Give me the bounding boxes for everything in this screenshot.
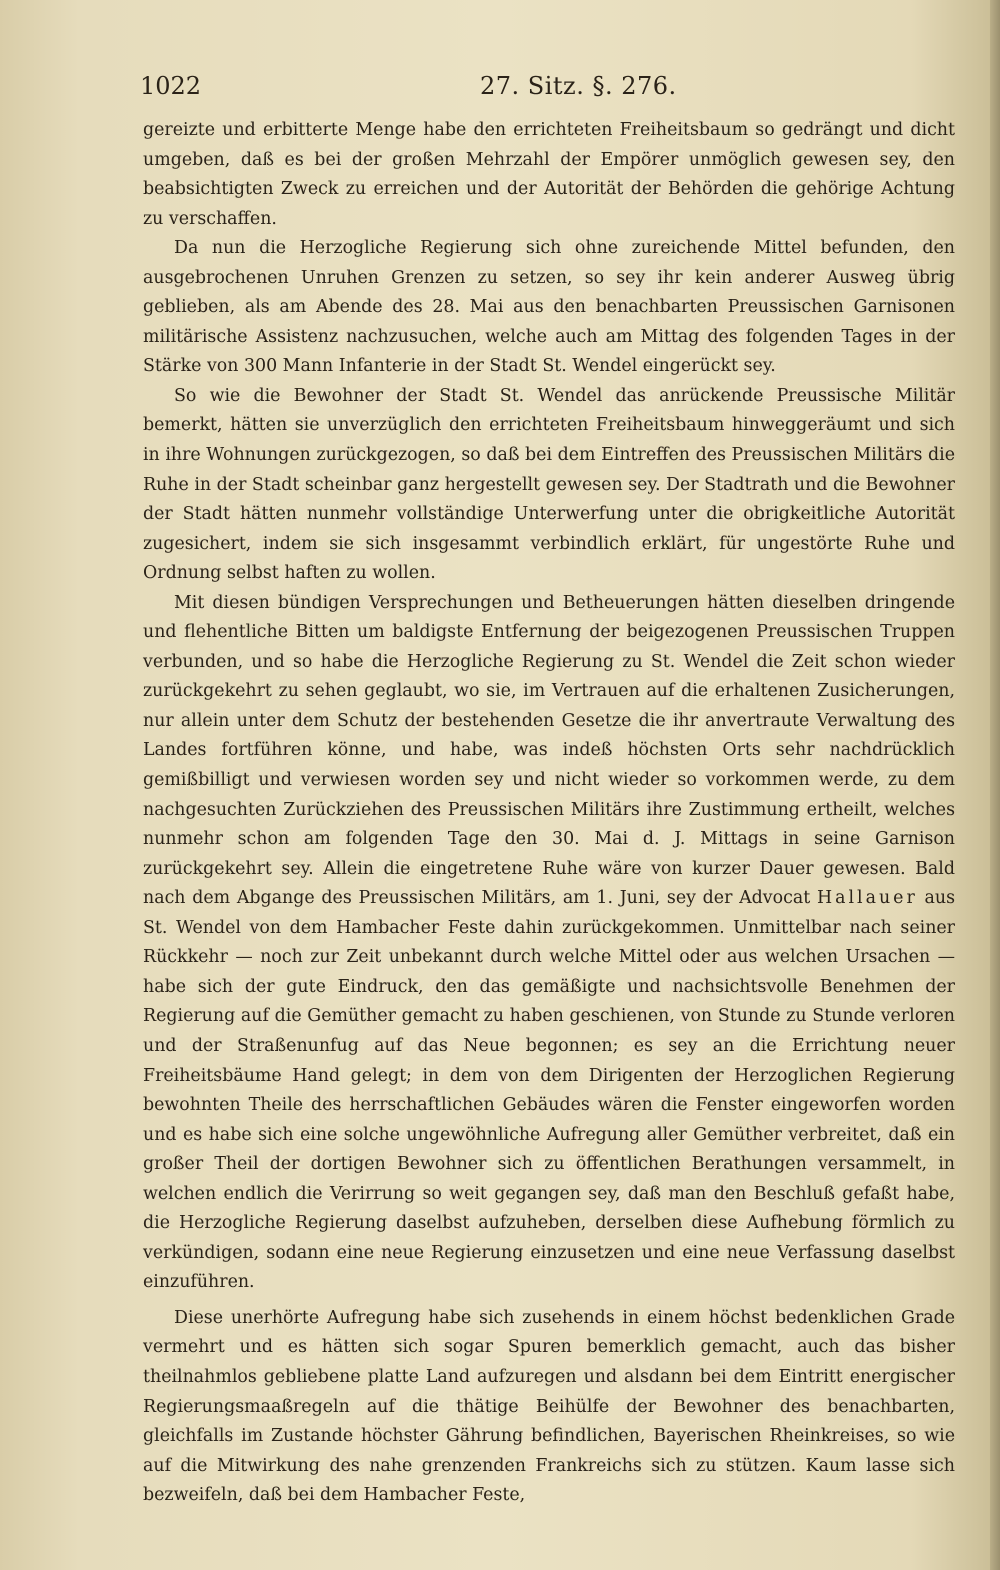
paragraph-4 bbox=[143, 589, 955, 1298]
page-header bbox=[140, 72, 960, 106]
paragraph-5: Diese unerhörte Aufregung habe sich zusehends in einem höchst bedenklichen Grade vermehrt und es hätten sich sogar Spuren bemerklich gemacht, auch das bisher theilnahmlos gebliebene platte Land aufzuregen und alsdann bei dem Eintritt energischer Regierungsmaaßregeln auf die thätige Beihülfe der Bewohner des benachbarten, gleichfalls im Zustande höchster Gährung befindlichen, Bayerischen Rheinkreises, so wie auf die Mitwirkung des nahe grenzenden Frankreichs sich zu stützen. Kaum lasse sich bezweifeln, daß bei dem Hambacher Feste, bbox=[143, 1307, 955, 1506]
paragraph-4-part-2: aus St. Wendel von dem Hambacher Feste dahin zurückgekommen. Unmittelbar nach seiner Rückkehr — noch zur Zeit unbekannt durch welche Mittel oder aus welchen Ursachen — habe sich der gute Eindruck, den das gemäßigte und nachsichtsvolle Benehmen der Regierung auf die Gemüther gemacht zu haben geschienen, von Stunde zu Stunde verloren und der Straßenunfug auf das Neue begonnen; es sey an die Errichtung neuer Freiheitsbäume Hand gelegt; in dem von dem Dirigenten der Herzoglichen Regierung bewohnten Theile des herrschaftlichen Gebäudes wären die Fenster eingeworfen worden und es habe sich eine solche ungewöhnliche Aufregung aller Gemüther verbreitet, daß ein großer Theil der dortigen Bewohner sich zu öffentlichen Berathungen versammelt, in welchen endlich die Verirrung so weit gegangen sey, daß man den Beschluß gefaßt habe, die Herzogliche Regierung daselbst aufzuheben, derselben diese Aufhebung förmlich zu verkündigen, sodann eine neue Regierung einzusetzen und eine neue Verfassung daselbst einzuführen. bbox=[143, 888, 956, 1293]
page-number: 1022 bbox=[140, 72, 202, 100]
paragraph-3: So wie die Bewohner der Stadt St. Wendel das anrückende Preussische Militär bemerkt, hätten sie unverzüglich den errichteten Freiheitsbaum hinweggeräumt und sich in ihre Wohnungen zurückgezogen, so daß bei dem Eintreffen des Preussischen Militärs die Ruhe in der Stadt scheinbar ganz hergestellt gewesen sey. Der Stadtrath und die Bewohner der Stadt hätten nunmehr vollständige Unterwerfung unter die obrigkeitliche Autorität zugesichert, indem sie sich insgesammt verbindlich erklärt, für ungestörte Ruhe und Ordnung selbst haften zu wollen. bbox=[143, 385, 955, 584]
advocate-name: Hallauer bbox=[816, 888, 918, 909]
running-head: 27. Sitz. §. 276. bbox=[480, 72, 677, 100]
body-text bbox=[143, 116, 955, 1511]
paragraph-2: Da nun die Herzogliche Regierung sich ohne zureichende Mittel befunden, den ausgebrochenen Unruhen Grenzen zu setzen, so sey ihr kein anderer Ausweg übrig geblieben, als am Abende des 28. Mai aus den benachbarten Preussischen Garnisonen militärische Assistenz nachzusuchen, welche auch am Mittag des folgenden Tages in der Stärke von 300 Mann Infanterie in der Stadt St. Wendel eingerückt sey. bbox=[143, 238, 955, 377]
paragraph-1: gereizte und erbitterte Menge habe den errichteten Freiheitsbaum so gedrängt und dicht umgeben, daß es bei der großen Mehrzahl der Empörer unmöglich gewesen sey, den beabsichtigten Zweck zu erreichen und der Autorität der Behörden die gehörige Achtung zu verschaffen. bbox=[143, 120, 955, 229]
paragraph-4-part-1: Mit diesen bündigen Versprechungen und Betheuerungen hätten dieselben dringende und flehentliche Bitten um baldigste Entfernung der beigezogenen Preussischen Truppen verbunden, und so habe die Herzogliche Regierung zu St. Wendel die Zeit schon wieder zurückgekehrt zu sehen geglaubt, wo sie, im Vertrauen auf die erhaltenen Zusicherungen, nur allein unter dem Schutz der bestehenden Gesetze die ihr anvertraute Verwaltung des Landes fortführen könne, und habe, was indeß höchsten Orts sehr nachdrücklich gemißbilligt und verwiesen worden sey und nicht wieder so vorkommen werde, zu dem nachgesuchten Zurückziehen des Preussischen Militärs ihre Zustimmung ertheilt, welches nunmehr schon am folgenden Tage den 30. Mai d. J. Mittags in seine Garnison zurückgekehrt sey. Allein die eingetretene Ruhe wäre von kurzer Dauer gewesen. Bald nach dem Abgange des Preussischen Militärs, am 1. Juni, sey der Advocat bbox=[143, 592, 955, 909]
page-edge bbox=[990, 0, 1000, 1570]
